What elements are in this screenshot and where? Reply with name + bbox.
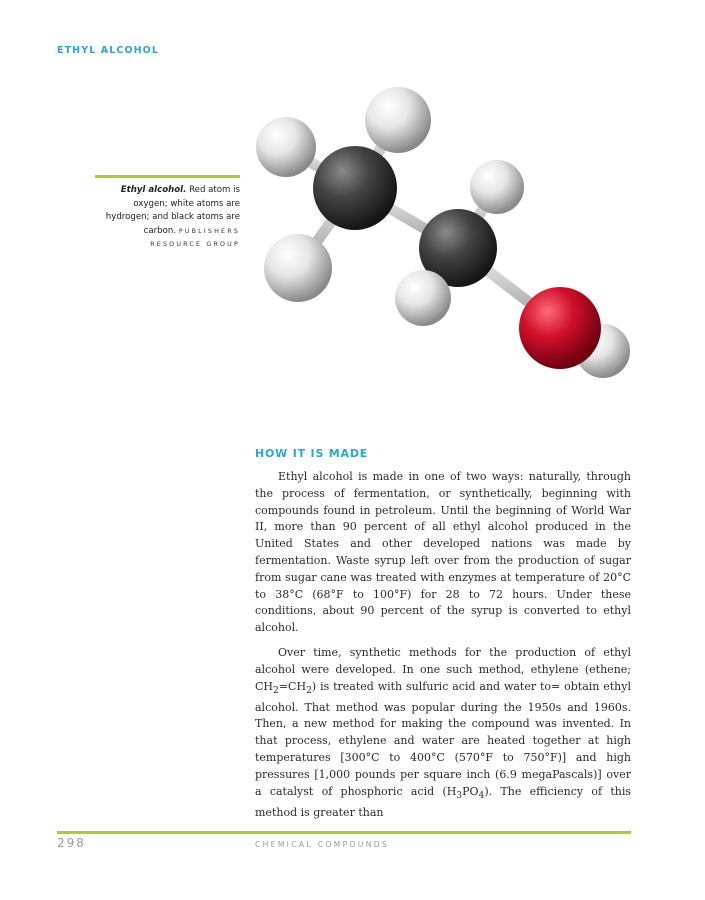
hydrogen-atom: [264, 234, 332, 302]
hydrogen-atom: [256, 117, 316, 177]
hydrogen-atom: [365, 87, 431, 153]
page-number: 298: [57, 836, 86, 850]
footer-rule: [57, 831, 631, 834]
caption-text: Red atom is oxygen; white atoms are hydrogen; and black atoms are carbon.: [105, 185, 240, 236]
hydrogen-atom: [470, 160, 524, 214]
hydrogen-atom: [395, 270, 451, 326]
caption-credit: PUBLISHERS RESOURCE GROUP: [150, 227, 240, 248]
caption-rule: [95, 175, 240, 178]
body-text: [255, 469, 631, 829]
running-head: ETHYL ALCOHOL: [57, 45, 159, 56]
section-heading: HOW IT IS MADE: [255, 447, 369, 460]
caption-title: Ethyl alcohol.: [120, 185, 187, 195]
book-title: CHEMICAL COMPOUNDS: [255, 840, 390, 849]
carbon-atom: [313, 146, 397, 230]
figure-caption: [88, 184, 240, 252]
ethyl-alcohol-molecule-icon: [240, 70, 640, 400]
paragraph: Ethyl alcohol is made in one of two ways: naturally, through the process of fermentation, or synthetically, beginning with compounds found in petroleum. Until the beginning of World War II, more than 90 percent of all ethyl alcohol produced in the United States and other developed nations was made by fermentation. Waste syrup left over from the production of sugar from sugar cane was treated with enzymes at temperature of 20°C to 38°C (68°F to 100°F) for 28 to 72 hours. Under these conditions, about 90 percent of the syrup is converted to ethyl alcohol.: [255, 470, 631, 635]
paragraph: Over time, synthetic methods for the production of ethyl alcohol were developed. In one such method, ethylene (ethene; $CH_2=CH_2$) is treated with sulfuric acid and water to= obtain ethyl alcohol. That method was popular during the 1950s and 1960s. Then, a new method for making the compound was invented. In that process, ethylene and water are heated together at high temperatures [300°C to 400°C (570°F to 750°F)] and high pressures [1,000 pounds per square inch (6.9 megaPascals)] over a catalyst of phosphoric acid $(H_3PO_4)$. The efficiency of this method is greater than: [255, 645, 631, 819]
oxygen-atom: [519, 287, 601, 369]
